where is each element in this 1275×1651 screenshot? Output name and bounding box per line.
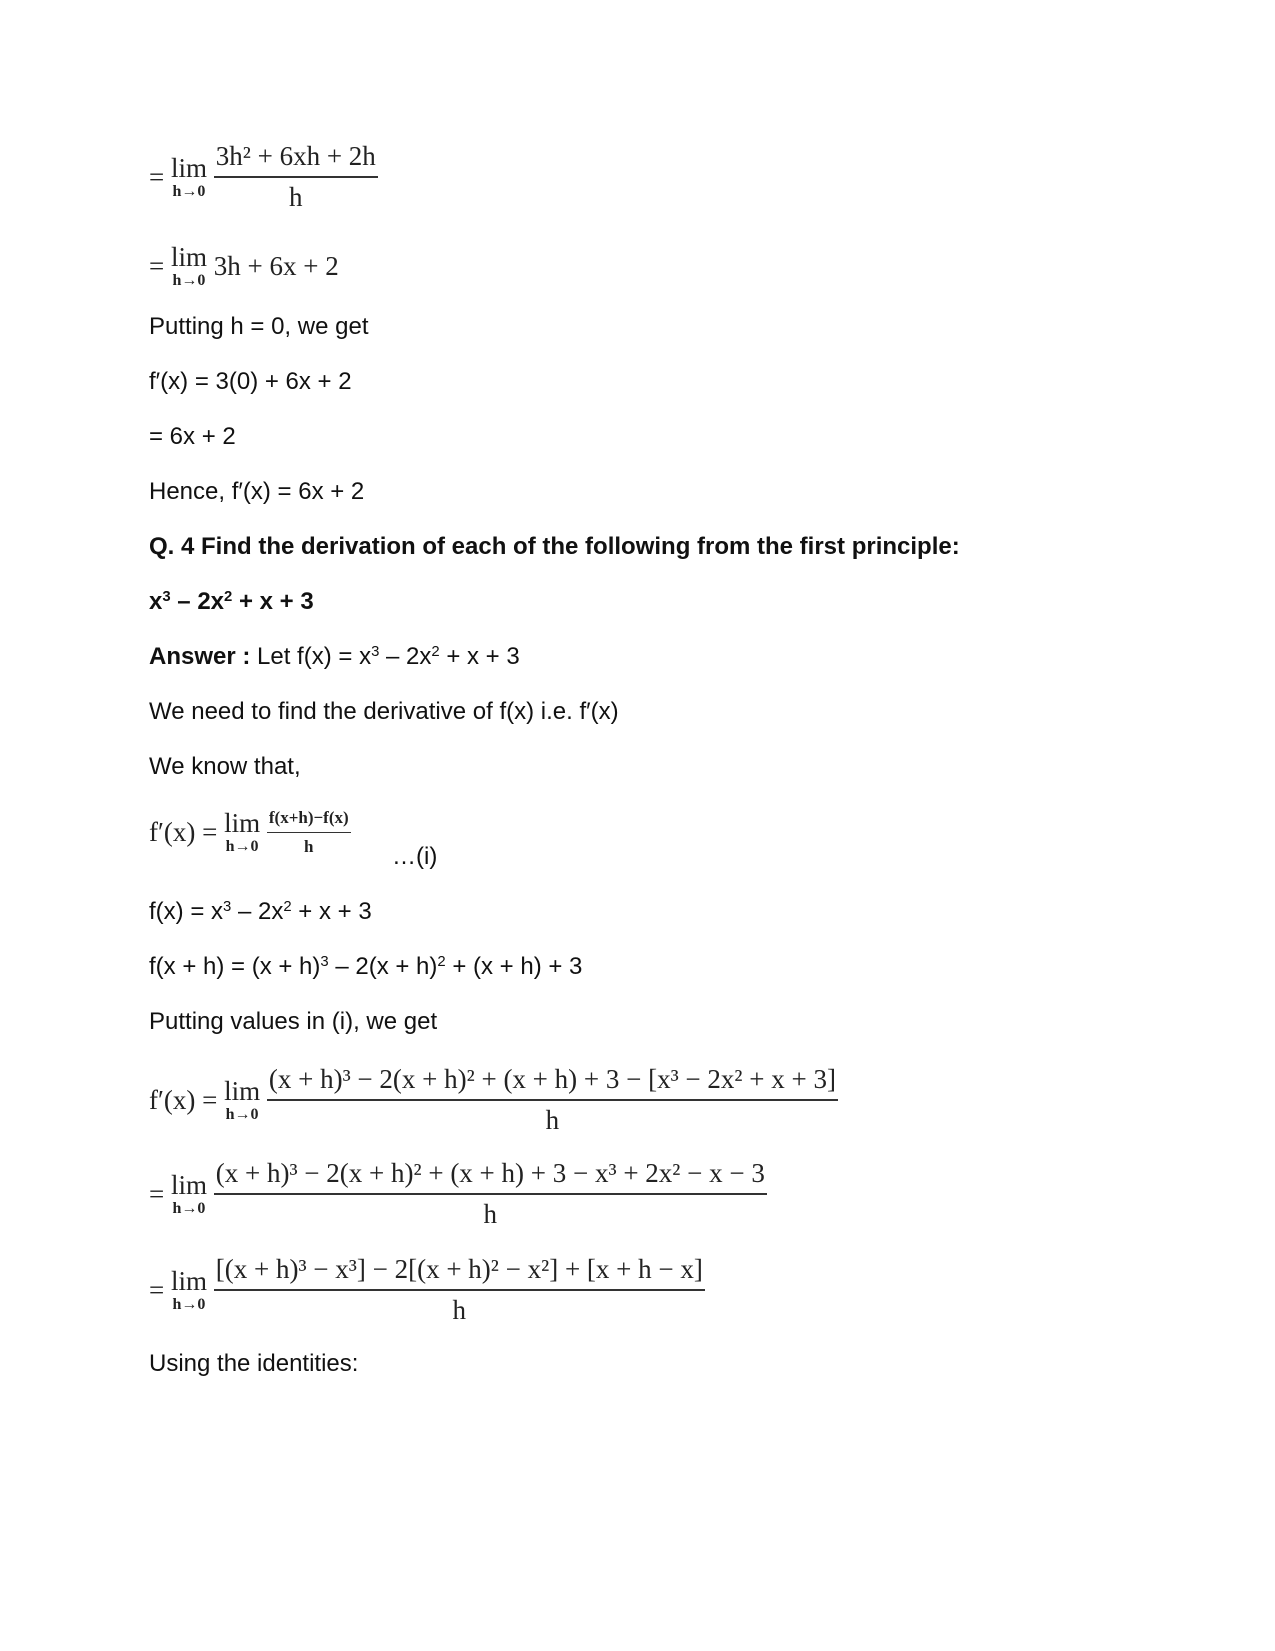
- exponent: 3: [371, 643, 380, 660]
- exponent: 2: [431, 643, 440, 660]
- need-derivative-text: We need to find the derivative of f(x) i.e. f′(x): [149, 698, 619, 725]
- fraction: [267, 1064, 838, 1136]
- expr-part: x: [149, 588, 163, 615]
- math-substitution-1: [149, 1064, 838, 1136]
- fprime-substitution: f′(x) = 3(0) + 6x + 2: [149, 368, 352, 395]
- expr-part: – 2(x + h): [328, 953, 438, 980]
- exponent: 3: [223, 898, 232, 915]
- math-step-1: [149, 141, 378, 213]
- derivative-definition: [149, 808, 351, 857]
- exponent: 3: [162, 588, 171, 605]
- exponent: 2: [437, 953, 446, 970]
- limit-word: lim: [170, 242, 207, 272]
- fraction: [267, 808, 351, 857]
- exponent: 3: [320, 953, 329, 970]
- answer-label: Answer :: [149, 643, 251, 670]
- exponent: 2: [283, 898, 292, 915]
- limit-word: lim: [224, 808, 261, 838]
- limit-operator: [171, 244, 207, 289]
- putting-h-text: Putting h = 0, we get: [149, 313, 369, 340]
- equation-tag: …(i): [392, 843, 438, 870]
- limit-subscript: h→0: [172, 272, 206, 289]
- limit-subscript: h→0: [172, 182, 206, 200]
- equals-sign: =: [149, 161, 165, 192]
- using-identities-text: Using the identities:: [149, 1350, 359, 1377]
- limit-operator: [170, 1265, 207, 1313]
- question-heading: Q. 4 Find the derivation of each of the following from the first principle:: [149, 533, 960, 560]
- limit-subscript: h→0: [172, 1295, 206, 1313]
- limit-subscript: h→0: [225, 1105, 259, 1123]
- expr-part: – 2x: [379, 643, 432, 670]
- limit-operator: [170, 1169, 207, 1217]
- putting-values-text: Putting values in (i), we get: [149, 1008, 438, 1035]
- fx-definition: [149, 898, 372, 926]
- limit-subscript: h→0: [225, 838, 259, 855]
- result-line: = 6x + 2: [149, 423, 236, 450]
- numerator: 3h² + 6xh + 2h: [214, 141, 378, 178]
- math-substitution-3: [149, 1254, 705, 1326]
- denominator: h: [304, 837, 314, 856]
- fxh-definition: [149, 953, 582, 981]
- definition-lhs: f′(x) =: [149, 817, 218, 847]
- fraction: [214, 1254, 705, 1326]
- question-expression: [149, 588, 314, 616]
- numerator: (x + h)³ − 2(x + h)² + (x + h) + 3 − [x³ − 2x² + x + 3]: [267, 1064, 838, 1101]
- math-step-2: [149, 244, 339, 289]
- numerator: (x + h)³ − 2(x + h)² + (x + h) + 3 − x³ + 2x² − x − 3: [214, 1158, 767, 1195]
- limit-word: lim: [170, 1169, 207, 1200]
- fraction: [214, 1158, 767, 1230]
- fraction: [214, 141, 378, 213]
- expr-part: + (x + h) + 3: [445, 953, 583, 980]
- denominator: h: [483, 1199, 498, 1229]
- numerator: f(x+h)−f(x): [267, 808, 351, 833]
- limit-operator: [170, 152, 207, 200]
- denominator: h: [452, 1295, 467, 1325]
- hence-line: Hence, f′(x) = 6x + 2: [149, 478, 365, 505]
- expr-part: f(x + h) = (x + h): [149, 953, 321, 980]
- expr-part: + x + 3: [439, 643, 520, 670]
- limit-expression: 3h + 6x + 2: [213, 251, 339, 281]
- expr-part: Let f(x) = x: [250, 643, 372, 670]
- math-substitution-2: [149, 1158, 767, 1230]
- limit-operator: [224, 1075, 261, 1123]
- equals-sign: =: [149, 1178, 165, 1209]
- expr-part: f(x) = x: [149, 898, 224, 925]
- definition-lhs: f′(x) =: [149, 1084, 218, 1115]
- expr-part: – 2x: [231, 898, 284, 925]
- limit-subscript: h→0: [172, 1199, 206, 1217]
- expr-part: + x + 3: [232, 588, 314, 615]
- exponent: 2: [224, 588, 233, 605]
- answer-line: [149, 643, 520, 671]
- limit-word: lim: [170, 1265, 207, 1296]
- we-know-text: We know that,: [149, 753, 301, 780]
- expr-part: + x + 3: [291, 898, 372, 925]
- limit-word: lim: [170, 152, 207, 183]
- denominator: h: [289, 182, 303, 212]
- denominator: h: [545, 1105, 560, 1135]
- expr-part: – 2x: [170, 588, 225, 615]
- limit-word: lim: [224, 1075, 261, 1106]
- limit-operator: [224, 810, 260, 855]
- equals-sign: =: [149, 251, 165, 281]
- numerator: [(x + h)³ − x³] − 2[(x + h)² − x²] + [x + h − x]: [214, 1254, 705, 1291]
- equals-sign: =: [149, 1274, 165, 1305]
